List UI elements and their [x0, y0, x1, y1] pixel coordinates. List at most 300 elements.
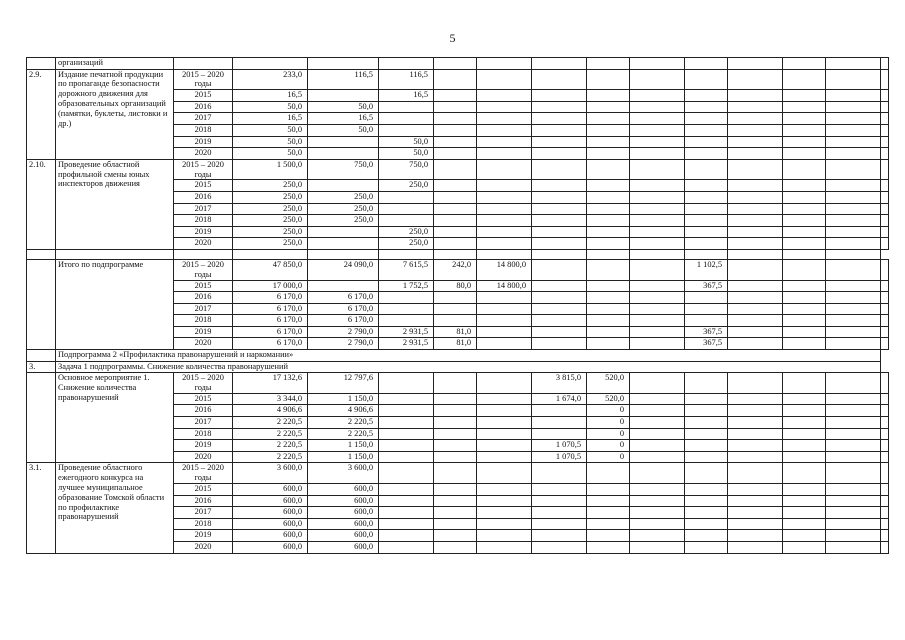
value-cell: 1 070,5	[532, 440, 587, 452]
value-cell: 17 000,0	[233, 280, 308, 292]
empty-cell	[685, 249, 728, 259]
value-cell	[532, 541, 587, 553]
value-cell	[685, 484, 728, 496]
value-cell	[532, 280, 587, 292]
value-cell	[881, 292, 889, 304]
empty-cell	[630, 249, 685, 259]
value-cell: 367,5	[685, 338, 728, 350]
value-cell	[881, 373, 889, 394]
value-cell: 17 132,6	[233, 373, 308, 394]
empty-cell	[826, 249, 881, 259]
value-cell	[685, 451, 728, 463]
value-cell	[783, 191, 826, 203]
value-cell	[532, 507, 587, 519]
value-cell	[881, 203, 889, 215]
value-cell	[728, 259, 783, 280]
value-cell	[728, 507, 783, 519]
value-cell	[477, 326, 532, 338]
value-cell: 0	[587, 428, 630, 440]
value-cell: 2 220,5	[308, 417, 379, 429]
year-cell: 2019	[174, 530, 233, 542]
value-cell	[826, 315, 881, 327]
value-cell	[434, 541, 477, 553]
value-cell	[532, 530, 587, 542]
value-cell	[783, 124, 826, 136]
value-cell: 2 931,5	[379, 326, 434, 338]
value-cell	[630, 113, 685, 125]
year-cell: 2017	[174, 303, 233, 315]
year-cell: 2020	[174, 238, 233, 250]
value-cell	[532, 69, 587, 90]
value-cell	[630, 136, 685, 148]
table-row	[27, 259, 889, 280]
value-cell	[881, 315, 889, 327]
year-cell: 2020	[174, 148, 233, 160]
value-cell	[783, 148, 826, 160]
value-cell	[587, 541, 630, 553]
value-cell	[630, 373, 685, 394]
value-cell	[532, 58, 587, 70]
value-cell	[881, 405, 889, 417]
value-cell	[532, 191, 587, 203]
year-cell: 2020	[174, 451, 233, 463]
value-cell	[728, 280, 783, 292]
value-cell: 250,0	[233, 226, 308, 238]
value-cell	[826, 326, 881, 338]
value-cell	[783, 440, 826, 452]
year-cell: 2015 – 2020 годы	[174, 159, 233, 180]
value-cell	[783, 463, 826, 484]
value-cell	[630, 203, 685, 215]
value-cell: 50,0	[233, 148, 308, 160]
value-cell	[532, 463, 587, 484]
empty-cell	[174, 249, 233, 259]
year-cell: 2018	[174, 428, 233, 440]
value-cell	[477, 484, 532, 496]
value-cell	[434, 180, 477, 192]
value-cell	[630, 180, 685, 192]
year-cell: 2017	[174, 203, 233, 215]
value-cell	[881, 463, 889, 484]
section-title: Подпрограмма 2 «Профилактика правонарушений и наркомании»	[56, 350, 881, 362]
value-cell	[685, 518, 728, 530]
value-cell	[379, 58, 434, 70]
year-cell: 2015 – 2020 годы	[174, 259, 233, 280]
value-cell	[434, 373, 477, 394]
value-cell	[881, 393, 889, 405]
value-cell	[881, 518, 889, 530]
value-cell	[826, 159, 881, 180]
value-cell	[826, 101, 881, 113]
value-cell	[587, 507, 630, 519]
value-cell	[826, 90, 881, 102]
value-cell: 6 170,0	[308, 303, 379, 315]
value-cell	[728, 124, 783, 136]
value-cell	[630, 292, 685, 304]
value-cell: 6 170,0	[233, 338, 308, 350]
value-cell: 600,0	[233, 507, 308, 519]
value-cell	[587, 113, 630, 125]
value-cell	[685, 292, 728, 304]
value-cell	[826, 428, 881, 440]
value-cell: 1 102,5	[685, 259, 728, 280]
year-cell: 2015 – 2020 годы	[174, 69, 233, 90]
value-cell	[881, 484, 889, 496]
value-cell	[477, 338, 532, 350]
value-cell	[685, 530, 728, 542]
value-cell: 250,0	[308, 203, 379, 215]
value-cell	[434, 303, 477, 315]
value-cell	[685, 69, 728, 90]
value-cell	[881, 180, 889, 192]
value-cell	[532, 315, 587, 327]
value-cell	[477, 191, 532, 203]
value-cell	[881, 191, 889, 203]
value-cell: 2 220,5	[233, 417, 308, 429]
value-cell	[783, 238, 826, 250]
value-cell	[783, 226, 826, 238]
year-cell: 2016	[174, 292, 233, 304]
value-cell	[532, 113, 587, 125]
value-cell	[532, 484, 587, 496]
value-cell: 600,0	[233, 484, 308, 496]
year-cell: 2019	[174, 326, 233, 338]
value-cell	[587, 484, 630, 496]
value-cell	[308, 148, 379, 160]
value-cell	[881, 90, 889, 102]
year-cell: 2019	[174, 136, 233, 148]
value-cell	[881, 58, 889, 70]
value-cell: 24 090,0	[308, 259, 379, 280]
value-cell	[685, 495, 728, 507]
empty-cell	[587, 249, 630, 259]
empty-cell	[308, 249, 379, 259]
year-cell: 2016	[174, 495, 233, 507]
value-cell: 2 220,5	[233, 451, 308, 463]
value-cell: 50,0	[308, 101, 379, 113]
value-cell	[630, 484, 685, 496]
value-cell	[532, 136, 587, 148]
year-cell: 2017	[174, 113, 233, 125]
section-title: Задача 1 подпрограммы. Снижение количества правонарушений	[56, 361, 881, 373]
value-cell	[728, 405, 783, 417]
value-cell	[477, 541, 532, 553]
value-cell	[477, 159, 532, 180]
value-cell: 0	[587, 451, 630, 463]
value-cell	[379, 393, 434, 405]
value-cell	[379, 215, 434, 227]
value-cell	[783, 530, 826, 542]
value-cell	[783, 484, 826, 496]
value-cell	[587, 292, 630, 304]
value-cell	[477, 303, 532, 315]
value-cell: 2 931,5	[379, 338, 434, 350]
section-row	[27, 361, 889, 373]
year-cell: 2015	[174, 280, 233, 292]
value-cell	[881, 238, 889, 250]
value-cell	[477, 238, 532, 250]
activity-name: организаций	[56, 58, 174, 70]
value-cell	[783, 113, 826, 125]
value-cell	[728, 136, 783, 148]
value-cell: 520,0	[587, 373, 630, 394]
value-cell	[477, 292, 532, 304]
table-row	[27, 373, 889, 394]
value-cell	[685, 507, 728, 519]
empty-cell	[783, 249, 826, 259]
value-cell	[685, 541, 728, 553]
value-cell	[826, 530, 881, 542]
year-cell: 2016	[174, 101, 233, 113]
value-cell	[587, 101, 630, 113]
page-number: 5	[449, 31, 456, 45]
value-cell	[881, 530, 889, 542]
value-cell	[477, 451, 532, 463]
value-cell	[630, 530, 685, 542]
value-cell	[477, 405, 532, 417]
value-cell	[826, 191, 881, 203]
value-cell: 4 906,6	[308, 405, 379, 417]
activity-name: Проведение областной профильной смены юных инспекторов движения	[56, 159, 174, 249]
value-cell	[685, 440, 728, 452]
value-cell	[685, 148, 728, 160]
value-cell: 250,0	[308, 191, 379, 203]
value-cell	[881, 124, 889, 136]
value-cell: 16,5	[233, 90, 308, 102]
value-cell	[630, 58, 685, 70]
value-cell	[826, 393, 881, 405]
value-cell	[783, 518, 826, 530]
value-cell	[477, 507, 532, 519]
value-cell: 6 170,0	[233, 326, 308, 338]
value-cell: 750,0	[379, 159, 434, 180]
row-number	[27, 373, 56, 463]
value-cell	[532, 338, 587, 350]
value-cell: 600,0	[308, 495, 379, 507]
value-cell	[826, 518, 881, 530]
value-cell	[587, 495, 630, 507]
value-cell: 4 906,6	[233, 405, 308, 417]
value-cell	[477, 215, 532, 227]
value-cell	[826, 215, 881, 227]
value-cell	[783, 541, 826, 553]
year-cell: 2020	[174, 541, 233, 553]
year-cell: 2018	[174, 124, 233, 136]
value-cell	[379, 541, 434, 553]
row-number	[27, 259, 56, 349]
value-cell	[685, 159, 728, 180]
row-number: 2.10.	[27, 159, 56, 249]
value-cell: 6 170,0	[308, 292, 379, 304]
year-cell: 2015 – 2020 годы	[174, 463, 233, 484]
value-cell: 1 674,0	[532, 393, 587, 405]
value-cell	[532, 124, 587, 136]
value-cell: 2 220,5	[308, 428, 379, 440]
value-cell	[630, 541, 685, 553]
value-cell	[379, 303, 434, 315]
year-cell: 2016	[174, 191, 233, 203]
value-cell	[434, 463, 477, 484]
year-cell: 2019	[174, 226, 233, 238]
value-cell: 50,0	[379, 148, 434, 160]
value-cell	[630, 280, 685, 292]
value-cell	[532, 259, 587, 280]
value-cell	[783, 451, 826, 463]
year-cell: 2015	[174, 90, 233, 102]
value-cell: 250,0	[379, 226, 434, 238]
value-cell: 50,0	[308, 124, 379, 136]
table-row	[27, 159, 889, 180]
value-cell	[630, 215, 685, 227]
value-cell: 16,5	[233, 113, 308, 125]
value-cell: 6 170,0	[233, 292, 308, 304]
value-cell	[308, 180, 379, 192]
value-cell	[379, 124, 434, 136]
value-cell	[587, 326, 630, 338]
value-cell	[477, 101, 532, 113]
value-cell	[379, 530, 434, 542]
value-cell	[826, 203, 881, 215]
value-cell	[630, 463, 685, 484]
value-cell: 1 150,0	[308, 451, 379, 463]
value-cell	[783, 303, 826, 315]
value-cell	[728, 315, 783, 327]
value-cell	[881, 451, 889, 463]
value-cell	[477, 136, 532, 148]
value-cell: 600,0	[308, 484, 379, 496]
value-cell	[233, 58, 308, 70]
value-cell	[783, 215, 826, 227]
value-cell	[826, 440, 881, 452]
value-cell: 250,0	[379, 238, 434, 250]
value-cell: 16,5	[379, 90, 434, 102]
value-cell	[532, 226, 587, 238]
value-cell	[434, 136, 477, 148]
value-cell	[532, 148, 587, 160]
value-cell	[434, 203, 477, 215]
row-number: 2.9.	[27, 69, 56, 159]
value-cell	[434, 507, 477, 519]
year-cell: 2018	[174, 518, 233, 530]
value-cell: 81,0	[434, 338, 477, 350]
table-body	[27, 58, 889, 554]
value-cell: 1 752,5	[379, 280, 434, 292]
value-cell: 16,5	[308, 113, 379, 125]
row-number: 3.1.	[27, 463, 56, 553]
value-cell: 0	[587, 417, 630, 429]
value-cell: 81,0	[434, 326, 477, 338]
value-cell	[630, 124, 685, 136]
empty-cell	[379, 249, 434, 259]
value-cell	[881, 113, 889, 125]
value-cell	[728, 541, 783, 553]
value-cell	[308, 58, 379, 70]
value-cell	[728, 417, 783, 429]
value-cell	[477, 417, 532, 429]
value-cell	[587, 148, 630, 160]
value-cell	[477, 113, 532, 125]
year-cell: 2016	[174, 405, 233, 417]
value-cell	[379, 507, 434, 519]
value-cell	[379, 463, 434, 484]
value-cell	[826, 405, 881, 417]
value-cell	[379, 292, 434, 304]
value-cell	[477, 58, 532, 70]
value-cell: 367,5	[685, 326, 728, 338]
value-cell	[532, 405, 587, 417]
value-cell	[881, 417, 889, 429]
year-cell: 2017	[174, 417, 233, 429]
value-cell	[379, 113, 434, 125]
value-cell	[434, 124, 477, 136]
value-cell	[630, 326, 685, 338]
value-cell	[728, 292, 783, 304]
value-cell	[881, 226, 889, 238]
value-cell	[434, 405, 477, 417]
value-cell	[587, 315, 630, 327]
value-cell: 14 800,0	[477, 259, 532, 280]
value-cell	[881, 280, 889, 292]
value-cell	[477, 393, 532, 405]
value-cell: 250,0	[233, 203, 308, 215]
value-cell	[783, 292, 826, 304]
value-cell	[728, 226, 783, 238]
activity-name: Итого по подпрограмме	[56, 259, 174, 349]
year-cell: 2018	[174, 315, 233, 327]
value-cell: 520,0	[587, 393, 630, 405]
value-cell	[308, 226, 379, 238]
value-cell	[630, 440, 685, 452]
value-cell	[881, 541, 889, 553]
row-number	[27, 58, 56, 70]
row-number	[27, 350, 56, 362]
value-cell: 233,0	[233, 69, 308, 90]
value-cell	[477, 203, 532, 215]
value-cell	[728, 180, 783, 192]
value-cell: 600,0	[233, 530, 308, 542]
value-cell	[881, 259, 889, 280]
value-cell	[881, 303, 889, 315]
value-cell	[477, 373, 532, 394]
value-cell	[587, 303, 630, 315]
section-row	[27, 350, 889, 362]
value-cell	[434, 530, 477, 542]
value-cell: 600,0	[308, 530, 379, 542]
value-cell	[826, 58, 881, 70]
value-cell	[685, 238, 728, 250]
value-cell	[532, 159, 587, 180]
value-cell	[630, 428, 685, 440]
value-cell	[728, 148, 783, 160]
value-cell: 50,0	[233, 124, 308, 136]
value-cell	[881, 215, 889, 227]
value-cell	[783, 428, 826, 440]
value-cell	[477, 495, 532, 507]
value-cell	[826, 148, 881, 160]
value-cell	[477, 428, 532, 440]
value-cell: 50,0	[379, 136, 434, 148]
value-cell: 3 344,0	[233, 393, 308, 405]
value-cell	[477, 463, 532, 484]
value-cell: 116,5	[379, 69, 434, 90]
value-cell	[532, 215, 587, 227]
value-cell	[826, 280, 881, 292]
value-cell: 2 220,5	[233, 428, 308, 440]
value-cell	[532, 495, 587, 507]
value-cell	[826, 113, 881, 125]
value-cell	[630, 69, 685, 90]
value-cell	[434, 518, 477, 530]
